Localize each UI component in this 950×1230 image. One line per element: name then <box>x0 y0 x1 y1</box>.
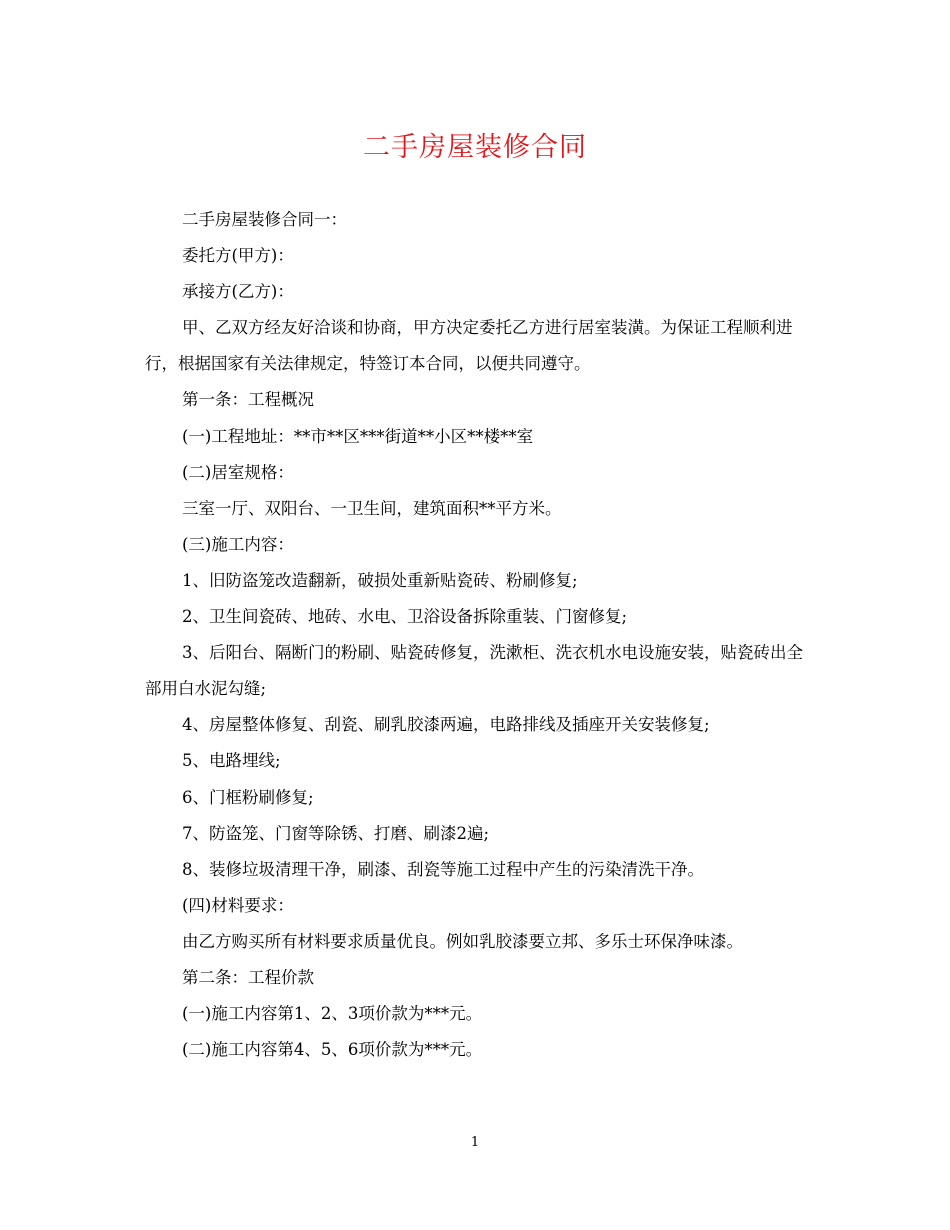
paragraph: (四)材料要求： <box>182 895 294 915</box>
paragraph: 7、防盗笼、门窗等除锈、打磨、刷漆2遍; <box>182 823 490 843</box>
paragraph: 1、旧防盗笼改造翻新，破损处重新贴瓷砖、粉刷修复; <box>182 570 578 590</box>
paragraph: 6、门框粉刷修复; <box>182 787 314 807</box>
paragraph: 三室一厅、双阳台、一卫生间，建筑面积**平方米。 <box>182 498 562 518</box>
paragraph: 5、电路埋线; <box>182 751 281 771</box>
paragraph: 委托方(甲方)： <box>182 246 294 266</box>
document-body <box>145 202 810 1068</box>
paragraph: 二手房屋装修合同一： <box>182 210 347 229</box>
paragraph: 2、卫生间瓷砖、地砖、水电、卫浴设备拆除重装、门窗修复; <box>182 607 628 627</box>
paragraph: (二)施工内容第4、5、6项价款为***元。 <box>182 1040 483 1060</box>
paragraph: (二)居室规格： <box>182 462 294 482</box>
paragraph: 承接方(乙方)： <box>182 282 294 302</box>
document-title: 二手房屋装修合同 <box>363 132 587 163</box>
page-number: 1 <box>470 1135 480 1150</box>
paragraph: 由乙方购买所有材料要求质量优良。例如乳胶漆要立邦、多乐士环保净味漆。 <box>182 931 743 951</box>
paragraph: (一)施工内容第1、2、3项价款为***元。 <box>182 1004 483 1024</box>
paragraph: (一)工程地址：**市**区***街道**小区**楼**室 <box>182 426 534 446</box>
paragraph: 第一条：工程概况 <box>182 390 314 410</box>
paragraph: (三)施工内容： <box>182 534 294 554</box>
paragraph: 第二条：工程价款 <box>182 967 314 987</box>
paragraph: 3、后阳台、隔断门的粉刷、贴瓷砖修复，洗漱柜、洗衣机水电设施安装，贴瓷砖出全部用白水泥勾缝; <box>145 643 803 699</box>
paragraph: 甲、乙双方经友好洽谈和协商，甲方决定委托乙方进行居室装潢。为保证工程顺利进行，根据国家有关法律规定，特签订本合同，以便共同遵守。 <box>145 318 793 374</box>
paragraph: 4、房屋整体修复、刮瓷、刷乳胶漆两遍，电路排线及插座开关安装修复; <box>182 715 710 735</box>
paragraph: 8、装修垃圾清理干净，刷漆、刮瓷等施工过程中产生的污染清洗干净。 <box>182 859 704 879</box>
